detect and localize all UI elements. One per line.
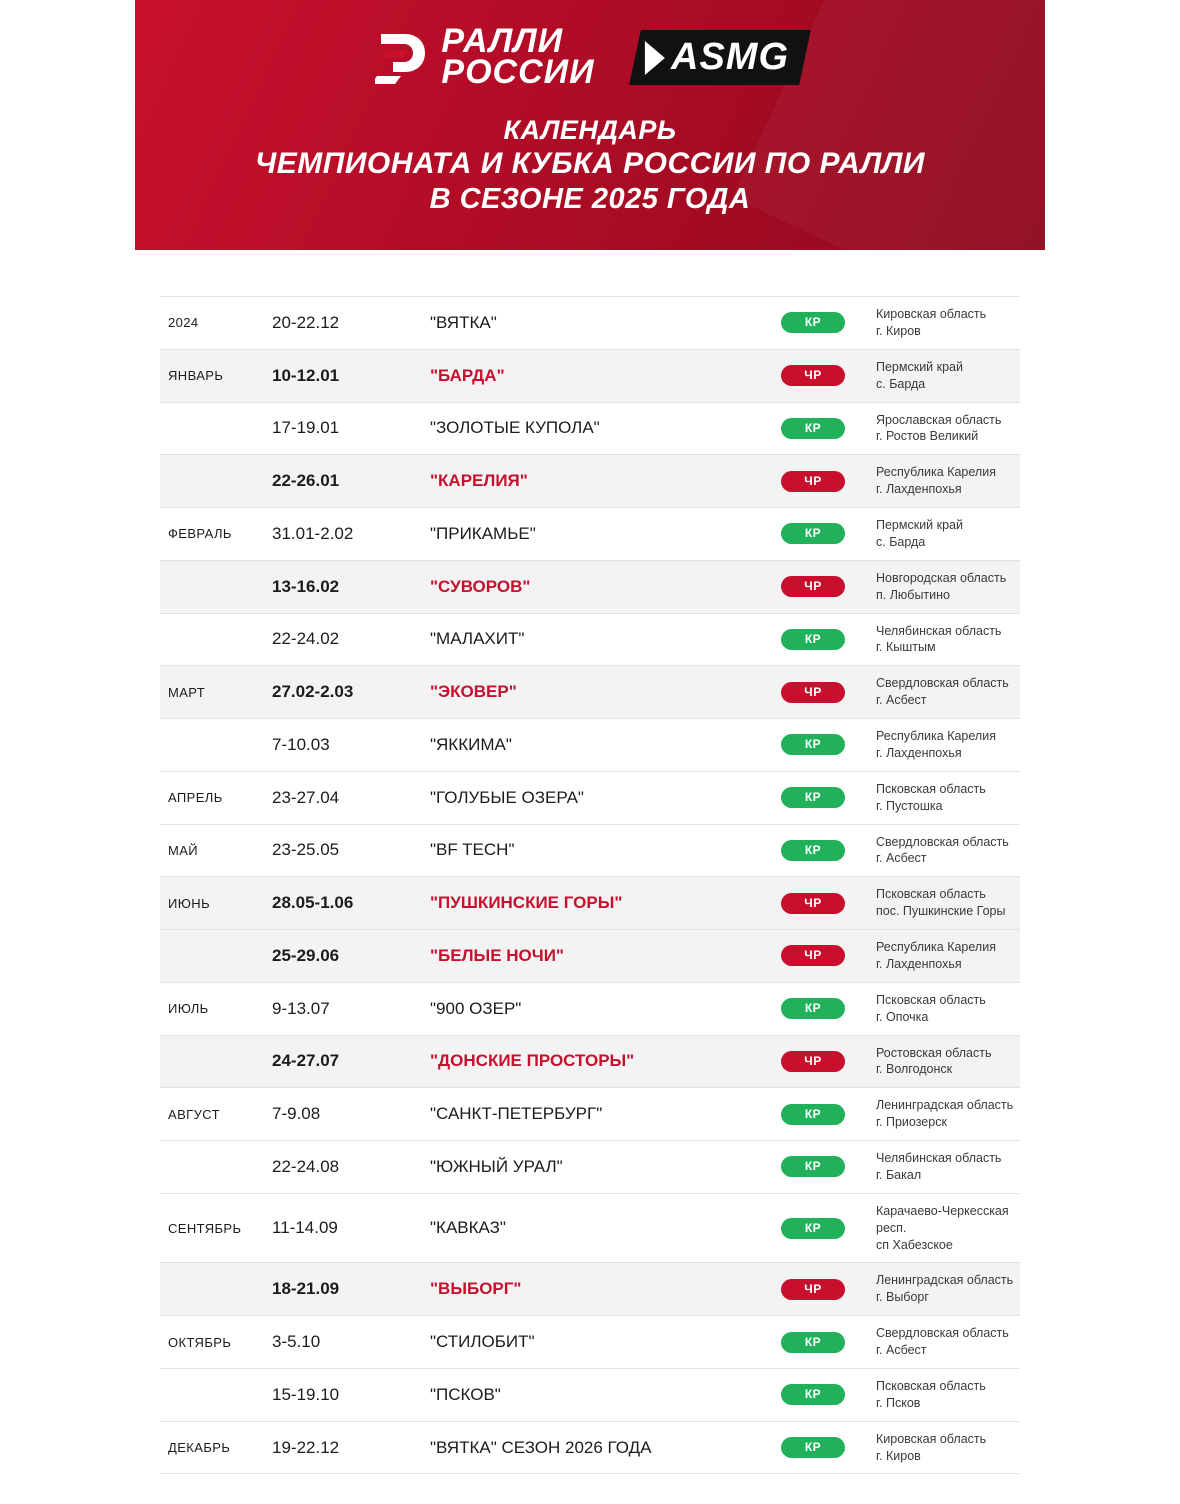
date-cell: 25-29.06 <box>272 945 340 965</box>
title-line-2: ЧЕМПИОНАТА И КУБКА РОССИИ ПО РАЛЛИ <box>255 147 925 181</box>
table-row <box>160 349 1020 402</box>
location-cell <box>862 1421 1020 1474</box>
status-badge: ЧР <box>781 1051 845 1072</box>
month-cell: ИЮЛЬ <box>168 1001 209 1017</box>
table-row <box>160 1316 1020 1369</box>
status-badge: ЧР <box>781 365 845 386</box>
event-name-cell: "КАВКАЗ" <box>430 1218 506 1238</box>
rally-russia-logo <box>375 22 595 92</box>
badge-cell <box>764 1263 862 1316</box>
event-name-cell: "ВЫБОРГ" <box>430 1279 522 1299</box>
location-cell <box>862 1141 1020 1194</box>
month-cell: МАЙ <box>168 842 199 858</box>
month-cell: ФЕВРАЛЬ <box>168 526 232 542</box>
location-cell <box>862 1368 1020 1421</box>
date-cell: 13-16.02 <box>272 576 340 596</box>
city-label: г. Лахденпохья <box>876 482 962 497</box>
status-badge: КР <box>781 418 845 439</box>
city-label: г. Выборг <box>876 1290 929 1305</box>
badge-cell <box>764 719 862 772</box>
date-cell: 22-24.02 <box>272 629 340 649</box>
status-badge: ЧР <box>781 1279 845 1300</box>
table-row <box>160 771 1020 824</box>
location-cell <box>862 560 1020 613</box>
month-cell <box>160 455 268 508</box>
location-cell <box>862 824 1020 877</box>
city-label: г. Волгодонск <box>876 1062 953 1077</box>
month-cell <box>160 719 268 772</box>
table-row <box>160 1035 1020 1088</box>
date-cell: 27.02-2.03 <box>272 682 354 702</box>
event-name-cell: "ВЯТКА" СЕЗОН 2026 ГОДА <box>430 1437 652 1457</box>
region-label: Псковская область <box>876 992 986 1007</box>
rally-logo-wordmark <box>441 22 595 92</box>
location-cell <box>862 349 1020 402</box>
city-label: г. Опочка <box>876 1009 929 1024</box>
table-row <box>160 613 1020 666</box>
rally-logo-line1: РАЛЛИ <box>441 22 564 60</box>
date-cell: 28.05-1.06 <box>272 893 354 913</box>
date-cell: 11-14.09 <box>272 1218 338 1238</box>
event-name-cell: "ЗОЛОТЫЕ КУПОЛА" <box>430 418 600 438</box>
status-badge: КР <box>781 1332 845 1353</box>
badge-cell <box>764 982 862 1035</box>
table-row <box>160 1088 1020 1141</box>
table-row <box>160 1141 1020 1194</box>
status-badge: КР <box>781 312 845 333</box>
city-label: г. Киров <box>876 323 921 338</box>
date-cell: 22-26.01 <box>272 471 340 491</box>
badge-cell <box>764 1035 862 1088</box>
month-cell: АПРЕЛЬ <box>168 790 223 806</box>
table-row <box>160 1193 1020 1263</box>
city-label: г. Бакал <box>876 1167 922 1182</box>
header-banner <box>135 0 1045 250</box>
table-row <box>160 560 1020 613</box>
month-cell: 2024 <box>168 315 199 331</box>
event-name-cell: "СУВОРОВ" <box>430 576 531 596</box>
month-cell <box>160 1368 268 1421</box>
region-label: Свердловская область <box>876 1326 1009 1341</box>
date-cell: 19-22.12 <box>272 1437 340 1457</box>
status-badge: КР <box>781 998 845 1019</box>
status-badge: КР <box>781 1218 845 1239</box>
location-cell <box>862 1193 1020 1263</box>
badge-cell <box>764 1141 862 1194</box>
badge-cell <box>764 824 862 877</box>
badge-cell <box>764 1193 862 1263</box>
month-cell <box>160 402 268 455</box>
event-name-cell: "ЮЖНЫЙ УРАЛ" <box>430 1156 563 1176</box>
city-label: г. Лахденпохья <box>876 745 962 760</box>
location-cell <box>862 402 1020 455</box>
location-cell <box>862 1088 1020 1141</box>
status-badge: ЧР <box>781 945 845 966</box>
badge-cell <box>764 508 862 561</box>
table-row <box>160 1421 1020 1474</box>
event-name-cell: "КАРЕЛИЯ" <box>430 471 528 491</box>
date-cell: 18-21.09 <box>272 1279 340 1299</box>
event-name-cell: "BF TECH" <box>430 840 515 860</box>
region-label: Ленинградская область <box>876 1273 1014 1288</box>
city-label: с. Барда <box>876 534 926 549</box>
table-row <box>160 1368 1020 1421</box>
date-cell: 23-27.04 <box>272 787 340 807</box>
month-cell <box>160 560 268 613</box>
region-label: Кировская область <box>876 307 987 321</box>
title-line-1: КАЛЕНДАРЬ <box>503 114 677 145</box>
table-row <box>160 297 1020 350</box>
location-cell <box>862 930 1020 983</box>
badge-cell <box>764 1368 862 1421</box>
city-label: г. Лахденпохья <box>876 956 962 971</box>
status-badge: ЧР <box>781 682 845 703</box>
month-cell: МАРТ <box>168 684 206 700</box>
status-badge: КР <box>781 1104 845 1125</box>
location-cell <box>862 666 1020 719</box>
month-cell: ЯНВАРЬ <box>168 368 224 384</box>
table-row <box>160 930 1020 983</box>
region-label: Ростовская область <box>876 1045 992 1060</box>
event-name-cell: "САНКТ-ПЕТЕРБУРГ" <box>430 1104 603 1124</box>
region-label: Челябинская область <box>876 623 1002 638</box>
region-label: Псковская область <box>876 887 986 902</box>
date-cell: 20-22.12 <box>272 312 340 332</box>
city-label: г. Кыштым <box>876 640 936 655</box>
location-cell <box>862 1316 1020 1369</box>
event-name-cell: "МАЛАХИТ" <box>430 629 525 649</box>
rally-logo-line2: РОССИИ <box>441 53 595 92</box>
asmg-logo <box>629 30 811 85</box>
region-label: Свердловская область <box>876 834 1009 849</box>
region-label: Челябинская область <box>876 1151 1002 1165</box>
location-cell <box>862 613 1020 666</box>
city-label: г. Ростов Великий <box>876 429 979 444</box>
status-badge: КР <box>781 1156 845 1177</box>
date-cell: 7-9.08 <box>272 1104 321 1124</box>
month-cell: ОКТЯБРЬ <box>168 1334 232 1350</box>
event-name-cell: "ДОНСКИЕ ПРОСТОРЫ" <box>430 1051 635 1071</box>
asmg-arrow-icon <box>645 40 665 74</box>
badge-cell <box>764 877 862 930</box>
table-row <box>160 666 1020 719</box>
month-cell: ИЮНЬ <box>168 895 210 911</box>
location-cell <box>862 771 1020 824</box>
region-label: Новгородская область <box>876 570 1007 585</box>
status-badge: КР <box>781 629 845 650</box>
city-label: с. Барда <box>876 376 926 391</box>
table-row <box>160 719 1020 772</box>
page-title <box>135 115 1045 216</box>
event-name-cell: "900 ОЗЕР" <box>430 998 522 1018</box>
event-name-cell: "ЭКОВЕР" <box>430 682 517 702</box>
city-label: г. Асбест <box>876 1343 927 1357</box>
table-row <box>160 508 1020 561</box>
event-name-cell: "ПУШКИНСКИЕ ГОРЫ" <box>430 893 623 913</box>
city-label: г. Асбест <box>876 693 927 708</box>
month-cell <box>160 1141 268 1194</box>
city-label: сп Хабезское <box>876 1237 953 1252</box>
date-cell: 7-10.03 <box>272 734 330 754</box>
date-cell: 9-13.07 <box>272 998 330 1018</box>
location-cell <box>862 297 1020 350</box>
region-label: Ярославская область <box>876 412 1002 427</box>
month-cell <box>160 613 268 666</box>
location-cell <box>862 508 1020 561</box>
month-cell: ДЕКАБРЬ <box>168 1440 231 1455</box>
status-badge: КР <box>781 787 845 808</box>
region-label: Карачаево-Черкесская респ. <box>876 1203 1009 1235</box>
table-row <box>160 982 1020 1035</box>
rally-mark-icon <box>375 30 431 84</box>
title-line-3: В СЕЗОНЕ 2025 ГОДА <box>429 182 751 215</box>
badge-cell <box>764 1088 862 1141</box>
city-label: г. Асбест <box>876 851 927 866</box>
month-cell <box>160 1263 268 1316</box>
calendar-table-body <box>160 297 1020 1474</box>
table-row <box>160 877 1020 930</box>
region-label: Пермский край <box>876 359 963 374</box>
calendar-table-wrapper <box>160 296 1020 1474</box>
calendar-table <box>160 296 1020 1474</box>
event-name-cell: "БЕЛЫЕ НОЧИ" <box>430 945 564 965</box>
date-cell: 15-19.10 <box>272 1384 340 1404</box>
month-cell: СЕНТЯБРЬ <box>168 1220 242 1236</box>
table-row <box>160 455 1020 508</box>
badge-cell <box>764 560 862 613</box>
asmg-logo-text: ASMG <box>670 35 789 78</box>
city-label: г. Киров <box>876 1448 921 1463</box>
badge-cell <box>764 349 862 402</box>
location-cell <box>862 1035 1020 1088</box>
badge-cell <box>764 771 862 824</box>
logo-row <box>135 22 1045 92</box>
month-cell <box>160 1035 268 1088</box>
location-cell <box>862 877 1020 930</box>
region-label: Республика Карелия <box>876 465 996 480</box>
city-label: г. Псков <box>876 1395 921 1410</box>
region-label: Кировская область <box>876 1431 987 1446</box>
location-cell <box>862 982 1020 1035</box>
status-badge: ЧР <box>781 471 845 492</box>
event-name-cell: "ГОЛУБЫЕ ОЗЕРА" <box>430 787 584 807</box>
table-row <box>160 402 1020 455</box>
badge-cell <box>764 455 862 508</box>
table-row <box>160 1263 1020 1316</box>
city-label: г. Приозерск <box>876 1115 947 1130</box>
badge-cell <box>764 402 862 455</box>
status-badge: ЧР <box>781 893 845 914</box>
badge-cell <box>764 1316 862 1369</box>
date-cell: 23-25.05 <box>272 840 340 860</box>
region-label: Республика Карелия <box>876 729 996 743</box>
city-label: г. Пустошка <box>876 798 943 813</box>
status-badge: КР <box>781 1437 845 1458</box>
location-cell <box>862 1263 1020 1316</box>
status-badge: КР <box>781 523 845 544</box>
month-cell: АВГУСТ <box>168 1106 220 1122</box>
event-name-cell: "БАРДА" <box>430 365 505 385</box>
status-badge: КР <box>781 734 845 755</box>
date-cell: 24-27.07 <box>272 1051 340 1071</box>
date-cell: 10-12.01 <box>272 365 340 385</box>
region-label: Свердловская область <box>876 676 1009 691</box>
event-name-cell: "ПСКОВ" <box>430 1384 501 1404</box>
badge-cell <box>764 1421 862 1474</box>
date-cell: 17-19.01 <box>272 418 340 438</box>
region-label: Псковская область <box>876 781 986 796</box>
event-name-cell: "ПРИКАМЬЕ" <box>430 523 536 543</box>
location-cell <box>862 719 1020 772</box>
region-label: Пермский край <box>876 518 963 532</box>
badge-cell <box>764 613 862 666</box>
city-label: пос. Пушкинские Горы <box>876 904 1006 919</box>
location-cell <box>862 455 1020 508</box>
event-name-cell: "ЯККИМА" <box>430 734 512 754</box>
badge-cell <box>764 930 862 983</box>
badge-cell <box>764 297 862 350</box>
month-cell <box>160 930 268 983</box>
region-label: Псковская область <box>876 1378 986 1393</box>
table-row <box>160 824 1020 877</box>
city-label: п. Любытино <box>876 587 950 602</box>
status-badge: КР <box>781 840 845 861</box>
status-badge: ЧР <box>781 576 845 597</box>
date-cell: 31.01-2.02 <box>272 523 354 543</box>
event-name-cell: "СТИЛОБИТ" <box>430 1332 535 1351</box>
region-label: Республика Карелия <box>876 940 996 954</box>
date-cell: 3-5.10 <box>272 1332 321 1351</box>
date-cell: 22-24.08 <box>272 1156 340 1176</box>
event-name-cell: "ВЯТКА" <box>430 312 497 332</box>
region-label: Ленинградская область <box>876 1098 1014 1113</box>
status-badge: КР <box>781 1384 845 1405</box>
badge-cell <box>764 666 862 719</box>
